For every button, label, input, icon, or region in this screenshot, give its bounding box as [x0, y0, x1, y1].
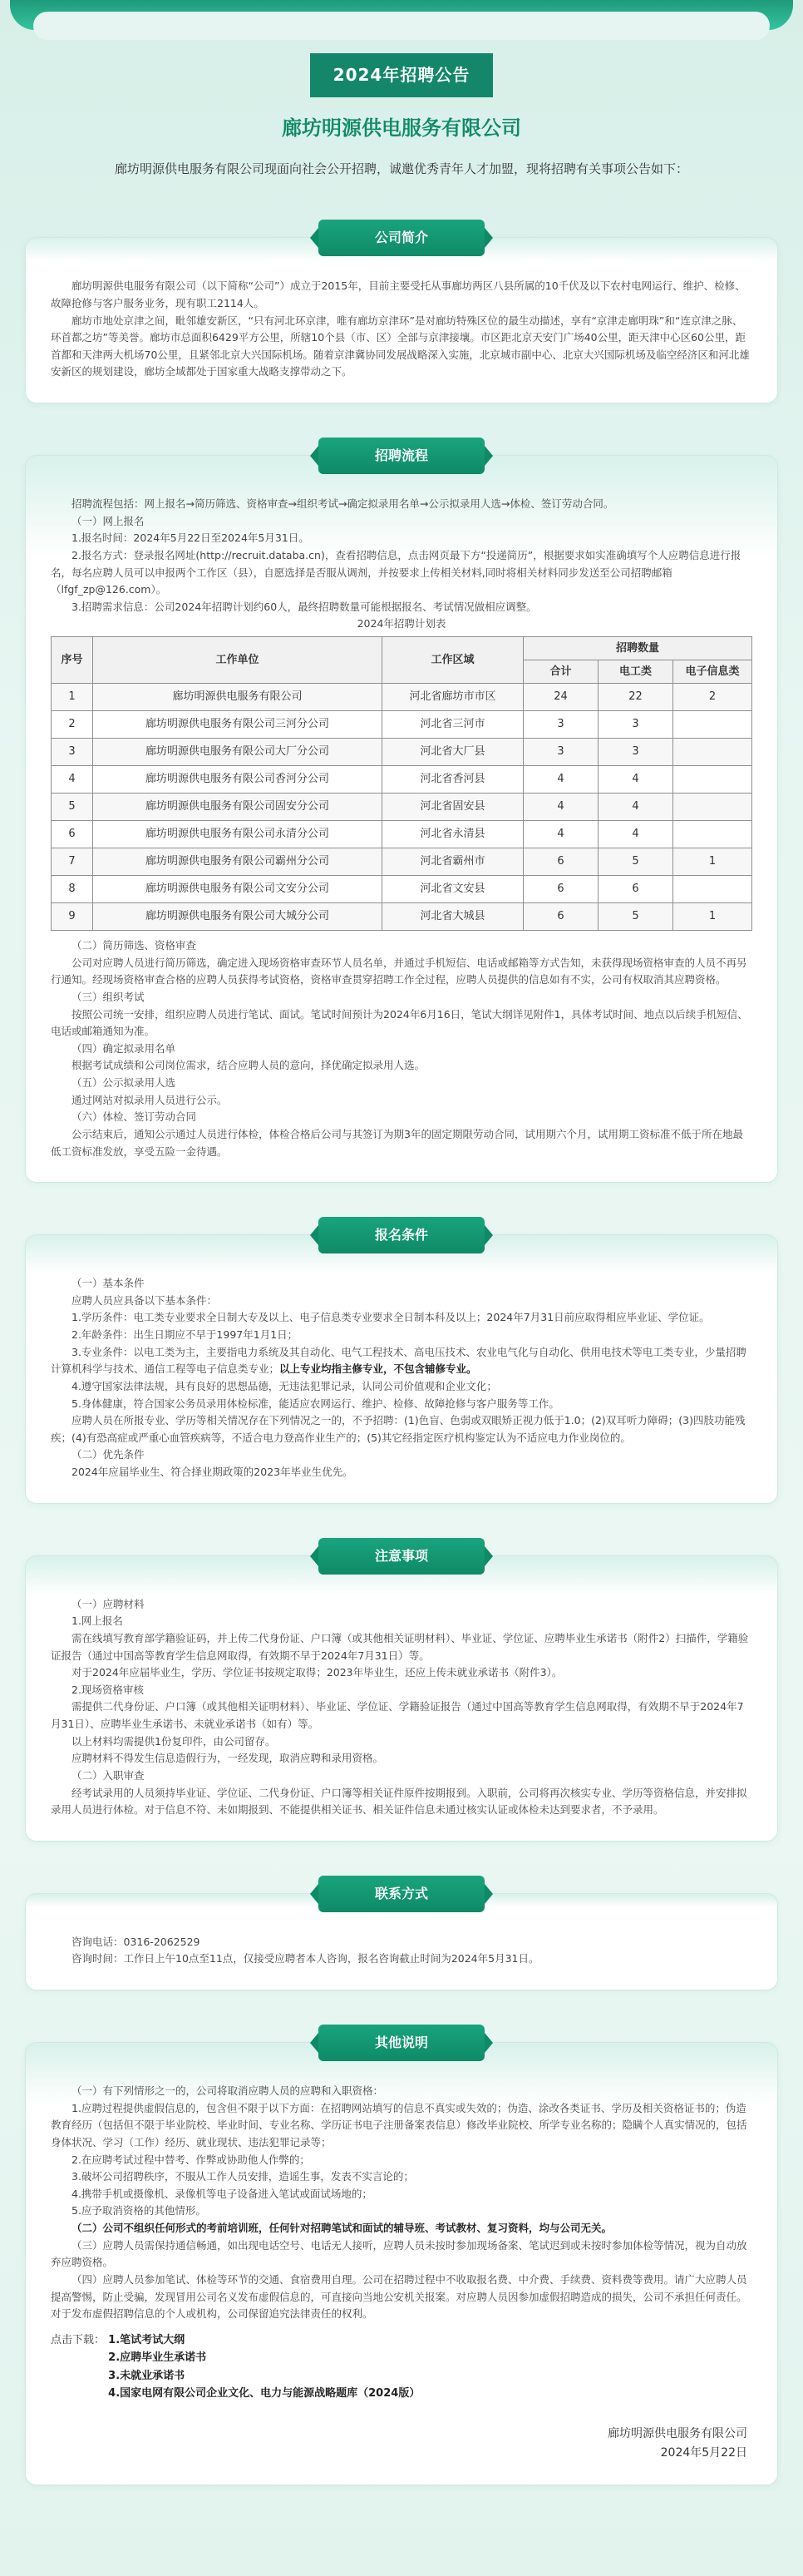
th-count: 招聘数量 [524, 637, 752, 660]
section-title-notes: 注意事项 [318, 1538, 485, 1575]
cell-unit: 廊坊明源供电服务有限公司香河分公司 [93, 766, 382, 794]
cell-info [673, 876, 752, 903]
process-step1-time: 1.报名时间：2024年5月22日至2024年5月31日。 [71, 532, 309, 545]
section-title-other: 其他说明 [318, 2025, 485, 2061]
cell-info [673, 766, 752, 794]
notes-onsite-text: 需提供二代身份证、户口簿（或其他相关证明材料）、毕业证、学位证、学籍验证报告（通过中国高等教育学生信息网取得，有效期不早于2024年7月31日）、应聘毕业生承诺书、未就业承诺书（如有）等。 [51, 1700, 744, 1731]
cell-unit: 廊坊明源供电服务有限公司大厂分公司 [93, 739, 382, 766]
cell-power: 5 [599, 903, 673, 931]
process-step4-text: 根据考试成绩和公司岗位需求，结合应聘人员的意向，择优确定拟录用人选。 [71, 1059, 426, 1072]
cell-power: 3 [599, 739, 673, 766]
condition-major [51, 1344, 752, 1378]
process-step1-method: 2.报名方式：登录报名网址(http://recruit.databa.cn)，查看招聘信息，点击网页最下方“投递简历”，根据要求如实准确填写个人应聘信息进行报名，每名应聘人员可以申报两个工作区（县），自愿选择是否服从调剂，并按要求上传相关材料,同时将相关材料同步发送至公司招聘邮箱（lfgf_zp@126.com）。 [51, 548, 741, 596]
contact-hours: 咨询时间：工作日上午10点至11点，仅接受应聘者本人咨询，报名咨询截止时间为2024年5月31日。 [71, 1952, 539, 1965]
cell-power: 4 [599, 766, 673, 794]
notes-onsite-copies: 以上材料均需提供1份复印件，由公司留存。 [71, 1734, 276, 1748]
process-step6-text: 公示结束后，通知公示通过人员进行体检，体检合格后公司与其签订为期3年的固定期限劳动合同，试用期六个月，试用期工资标准不低于所在地最低工资标准发放，享受五险一金待遇。 [51, 1127, 743, 1158]
signature-block [51, 2425, 752, 2463]
cell-no: 6 [52, 821, 93, 848]
process-step2-title: （二）简历筛选、资格审查 [71, 939, 197, 952]
table-row [52, 876, 752, 903]
cell-power: 6 [599, 876, 673, 903]
cell-info [673, 739, 752, 766]
th-area: 工作区域 [382, 637, 524, 684]
cell-info [673, 711, 752, 739]
cell-area: 河北省文安县 [382, 876, 524, 903]
cell-total: 6 [524, 876, 599, 903]
cell-no: 4 [52, 766, 93, 794]
conditions-basic-title: （一）基本条件 [71, 1277, 145, 1290]
other-item-1-3: 3.破坏公司招聘秩序，不服从工作人员安排，造谣生事，发表不实言论的； [71, 2170, 414, 2183]
cell-no: 2 [52, 711, 93, 739]
cell-total: 3 [524, 739, 599, 766]
th-info: 电子信息类 [673, 660, 752, 684]
section-title-profile: 公司简介 [318, 220, 485, 256]
cell-total: 6 [524, 848, 599, 876]
cell-no: 5 [52, 794, 93, 821]
process-step5-text: 通过网站对拟录用人员进行公示。 [71, 1093, 228, 1106]
cell-info: 2 [673, 684, 752, 711]
cell-total: 4 [524, 821, 599, 848]
download-link-unemployment-commitment[interactable]: 3.未就业承诺书 [108, 2369, 185, 2382]
table-row [52, 794, 752, 821]
process-intro: 招聘流程包括：网上报名→简历筛选、资格审查→组织考试→确定拟录用名单→公示拟录用人选→体检、签订劳动合同。 [71, 497, 614, 511]
other-item-3: （三）应聘人员需保持通信畅通，如出现电话空号、电话无人接听，应聘人员未按时参加现场备案、笔试迟到或未按时参加体检等情况，视为自动放弃应聘资格。 [51, 2238, 747, 2269]
th-unit: 工作单位 [93, 637, 382, 684]
section-contact [25, 1885, 778, 1990]
cell-power: 3 [599, 711, 673, 739]
section-profile [25, 230, 778, 403]
process-step4-title: （四）确定拟录用名单 [71, 1041, 176, 1055]
downloads-block [51, 2331, 752, 2403]
process-step5-title: （五）公示拟录用人选 [71, 1076, 176, 1090]
process-step1-demand: 3.招聘需求信息：公司2024年招聘计划约60人，最终招聘数量可能根据报名、考试情况做相应调整。 [71, 600, 537, 613]
section-other [25, 2035, 778, 2485]
download-link-question-bank[interactable]: 4.国家电网有限公司企业文化、电力与能源战略题库（2024版） [108, 2387, 421, 2400]
process-step1-title: （一）网上报名 [71, 514, 145, 527]
cell-area: 河北省香河县 [382, 766, 524, 794]
cell-power: 4 [599, 821, 673, 848]
conditions-basic-intro: 应聘人员应具备以下基本条件： [71, 1293, 218, 1307]
cell-total: 4 [524, 766, 599, 794]
cell-unit: 廊坊明源供电服务有限公司文安分公司 [93, 876, 382, 903]
download-link-exam-outline[interactable]: 1.笔试考试大纲 [108, 2333, 185, 2346]
cell-unit: 廊坊明源供电服务有限公司永清分公司 [93, 821, 382, 848]
cell-no: 9 [52, 903, 93, 931]
other-item-1-1: 1.应聘过程提供虚假信息的，包含但不限于以下方面：在招聘网站填写的信息不真实或失效的；伪造、涂改各类证书、学历及相关资格证书的；伪造教育经历（包括但不限于毕业院校、毕业时间、专业名称、学历证书电子注册备案表信息）修改毕业院校、所学专业名称的；隐瞒个人真实情况的，包括身体状况、学习（工作）经历、就业现状、违法犯罪记录等； [51, 2101, 747, 2148]
cell-area: 河北省三河市 [382, 711, 524, 739]
condition-health: 5.身体健康，符合国家公务员录用体检标准，能适应农网运行、维护、检修、故障抢修与客户服务等工作。 [71, 1397, 559, 1410]
section-title-contact: 联系方式 [318, 1876, 485, 1912]
intro-text: 廊坊明源供电服务有限公司现面向社会公开招聘，诚邀优秀青年人才加盟，现将招聘有关事项公告如下： [114, 161, 688, 176]
table-row [52, 848, 752, 876]
table-row [52, 903, 752, 931]
section-title-conditions: 报名条件 [318, 1217, 485, 1253]
condition-education: 1.学历条件：电工类专业要求全日制大专及以上、电子信息类专业要求全日制本科及以上；2024年7月31日前应取得相应毕业证、学位证。 [71, 1311, 710, 1324]
cell-unit: 廊坊明源供电服务有限公司三河分公司 [93, 711, 382, 739]
cell-power: 4 [599, 794, 673, 821]
cell-info: 1 [673, 903, 752, 931]
cell-unit: 廊坊明源供电服务有限公司霸州分公司 [93, 848, 382, 876]
section-conditions [25, 1227, 778, 1504]
announcement-title: 2024年招聘公告 [310, 53, 494, 97]
cell-info [673, 821, 752, 848]
cell-info [673, 794, 752, 821]
notes-onsite-fraud: 应聘材料不得发生信息造假行为，一经发现，取消应聘和录用资格。 [71, 1752, 384, 1765]
th-no: 序号 [52, 637, 93, 684]
notes-online-text: 需在线填写教育部学籍验证码，并上传二代身份证、户口簿（或其他相关证明材料）、毕业证、学位证、应聘毕业生承诺书（附件2）扫描件，学籍验证报告（通过中国高等教育学生信息网取得，有效期不早于2024年7月31日）等。 [51, 1631, 749, 1662]
notes-online-title: 1.网上报名 [71, 1614, 123, 1628]
cell-total: 4 [524, 794, 599, 821]
cell-unit: 廊坊明源供电服务有限公司大城分公司 [93, 903, 382, 931]
cell-total: 24 [524, 684, 599, 711]
cell-area: 河北省固安县 [382, 794, 524, 821]
other-item-1-4: 4.携带手机或摄像机、录像机等电子设备进入笔试或面试场地的； [71, 2187, 372, 2200]
downloads-label: 点击下载： [51, 2333, 106, 2346]
process-step6-title: （六）体检、签订劳动合同 [71, 1110, 197, 1124]
profile-paragraph-2: 廊坊市地处京津之间，毗邻雄安新区，“只有河北环京津，唯有廊坊京津环”是对廊坊特殊区位的最生动描述，享有“京津走廊明珠”和“连京津之脉、环首都之坊”等美誉。廊坊市总面积6429平方公里，所辖10个县（市、区）全部与京津接壤。市区距北京天安门广场40公里，距天津中心区60公里，距首都和天津两大机场70公里，且紧邻北京大兴国际机场。随着京津冀协同发展战略深入实施，北京城市副中心、北京大兴国际机场及临空经济区和河北雄安新区的规划建设，廊坊全域都处于国家重大战略支撑带动之下。 [51, 314, 750, 378]
table-row [52, 711, 752, 739]
section-process [25, 447, 778, 1183]
cell-info: 1 [673, 848, 752, 876]
profile-paragraph-1: 廊坊明源供电服务有限公司（以下简称“公司”）成立于2015年，目前主要受托从事廊坊两区八县所属的10千伏及以下农村电网运行、维护、检修、故障抢修与客户服务业务，现有职工2114人。 [51, 279, 746, 309]
cell-no: 3 [52, 739, 93, 766]
cell-unit: 廊坊明源供电服务有限公司 [93, 684, 382, 711]
recruit-plan-table [51, 636, 752, 931]
signature-company: 廊坊明源供电服务有限公司 [608, 2426, 747, 2440]
notes-materials-title: （一）应聘材料 [71, 1597, 145, 1610]
cell-no: 7 [52, 848, 93, 876]
cell-total: 6 [524, 903, 599, 931]
cell-area: 河北省大厂县 [382, 739, 524, 766]
other-item-1-5: 5.应予取消资格的其他情形。 [71, 2204, 206, 2218]
signature-date: 2024年5月22日 [660, 2445, 747, 2460]
section-notes [25, 1547, 778, 1842]
other-item-1: （一）有下列情形之一的，公司将取消应聘人员的应聘和入职资格： [71, 2084, 384, 2098]
process-step3-title: （三）组织考试 [71, 990, 145, 1003]
other-item-2: （二）公司不组织任何形式的考前培训班，任何针对招聘笔试和面试的辅导班、考试教材、复习资料，均与公司无关。 [71, 2222, 613, 2235]
table-row [52, 766, 752, 794]
other-item-4: （四）应聘人员参加笔试、体检等环节的交通、食宿费用自理。公司在招聘过程中不收取报名费、中介费、手续费、资料费等费用。请广大应聘人员提高警惕，防止受骗，发现冒用公司名义发布虚假信息的，可直接向当地公安机关报案。对应聘人员因参加虚假招聘造成的损失，公司不承担任何责任。对于发布虚假招聘信息的个人或机构，公司保留追究法律责任的权利。 [51, 2272, 747, 2321]
other-item-1-2: 2.在应聘考试过程中替考、作弊或协助他人作弊的； [71, 2153, 310, 2166]
condition-major-note: 以上专业均指主修专业，不包含辅修专业。 [279, 1362, 477, 1376]
th-power: 电工类 [599, 660, 673, 684]
process-step2-text: 公司对应聘人员进行简历筛选，确定进入现场资格审查环节人员名单，并通过手机短信、电话或邮箱等方式告知，未获得现场资格审查的人员不再另行通知。经现场资格审查合格的应聘人员获得考试资格，资格审查贯穿招聘工作全过程，应聘人员提供的信息如有不实，公司有权取消其应聘资格。 [51, 956, 747, 986]
cell-area: 河北省大城县 [382, 903, 524, 931]
th-total: 合计 [524, 660, 599, 684]
notes-onsite-title: 2.现场资格审核 [71, 1683, 144, 1696]
cell-area: 河北省廊坊市市区 [382, 684, 524, 711]
table-row [52, 739, 752, 766]
cell-unit: 廊坊明源供电服务有限公司固安分公司 [93, 794, 382, 821]
notes-online-text-2: 对于2024年应届毕业生，学历、学位证书按规定取得；2023年毕业生，还应上传未就业承诺书（附件3）。 [71, 1666, 563, 1679]
company-name: 廊坊明源供电服务有限公司 [282, 116, 521, 140]
recruit-table-caption: 2024年招聘计划表 [357, 617, 446, 630]
process-step3-text: 按照公司统一安排，组织应聘人员进行笔试、面试。笔试时间预计为2024年6月16日，笔试大纲详见附件1，具体考试时间、地点以后续手机短信、电话或邮箱通知为准。 [51, 1007, 748, 1038]
contact-phone: 咨询电话：0316-2062529 [71, 1935, 200, 1948]
notes-entry-title: （二）入职审查 [71, 1768, 145, 1782]
table-row [52, 821, 752, 848]
cell-area: 河北省霸州市 [382, 848, 524, 876]
cell-area: 河北省永清县 [382, 821, 524, 848]
conditions-priority-title: （二）优先条件 [71, 1448, 145, 1461]
download-link-graduate-commitment[interactable]: 2.应聘毕业生承诺书 [108, 2351, 207, 2365]
conditions-priority-text: 2024年应届毕业生、符合择业期政策的2023年毕业生优先。 [71, 1466, 353, 1479]
page-header [25, 0, 778, 179]
cell-power: 5 [599, 848, 673, 876]
condition-major-text: 3.专业条件：以电工类为主，主要指电力系统及其自动化、电气工程技术、高电压技术、农业电气化与自动化、供用电技术等电工类专业，少量招聘计算机科学与技术、通信工程等电子信息类专业； [51, 1345, 746, 1376]
section-title-process: 招聘流程 [318, 438, 485, 474]
cell-no: 8 [52, 876, 93, 903]
table-row [52, 684, 752, 711]
downloads-list [108, 2331, 420, 2403]
cell-total: 3 [524, 711, 599, 739]
cell-no: 1 [52, 684, 93, 711]
condition-exclusions: 应聘人员在所报专业、学历等相关情况存在下列情况之一的，不予招聘：(1)色盲、色弱或双眼矫正视力低于1.0；(2)双耳听力障碍；(3)四肢功能残疾；(4)有恐高症或严重心血管疾病等，不适合电力登高作业生产的；(5)其它经指定医疗机构鉴定认为不适应电力作业岗位的。 [51, 1414, 746, 1444]
cell-power: 22 [599, 684, 673, 711]
notes-entry-text: 经考试录用的人员须持毕业证、学位证、二代身份证、户口簿等相关证件原件按期报到。入职前，公司将再次核实专业、学历等资格信息，并安排拟录用人员进行体检。对于信息不符、未如期报到、不能提供相关证书、相关证件信息未通过核实认证或体检未达到要求者，不予录用。 [51, 1786, 747, 1817]
condition-age: 2.年龄条件：出生日期应不早于1997年1月1日； [71, 1328, 298, 1342]
condition-law: 4.遵守国家法律法规，具有良好的思想品德，无违法犯罪记录，认同公司价值观和企业文化； [71, 1379, 497, 1392]
